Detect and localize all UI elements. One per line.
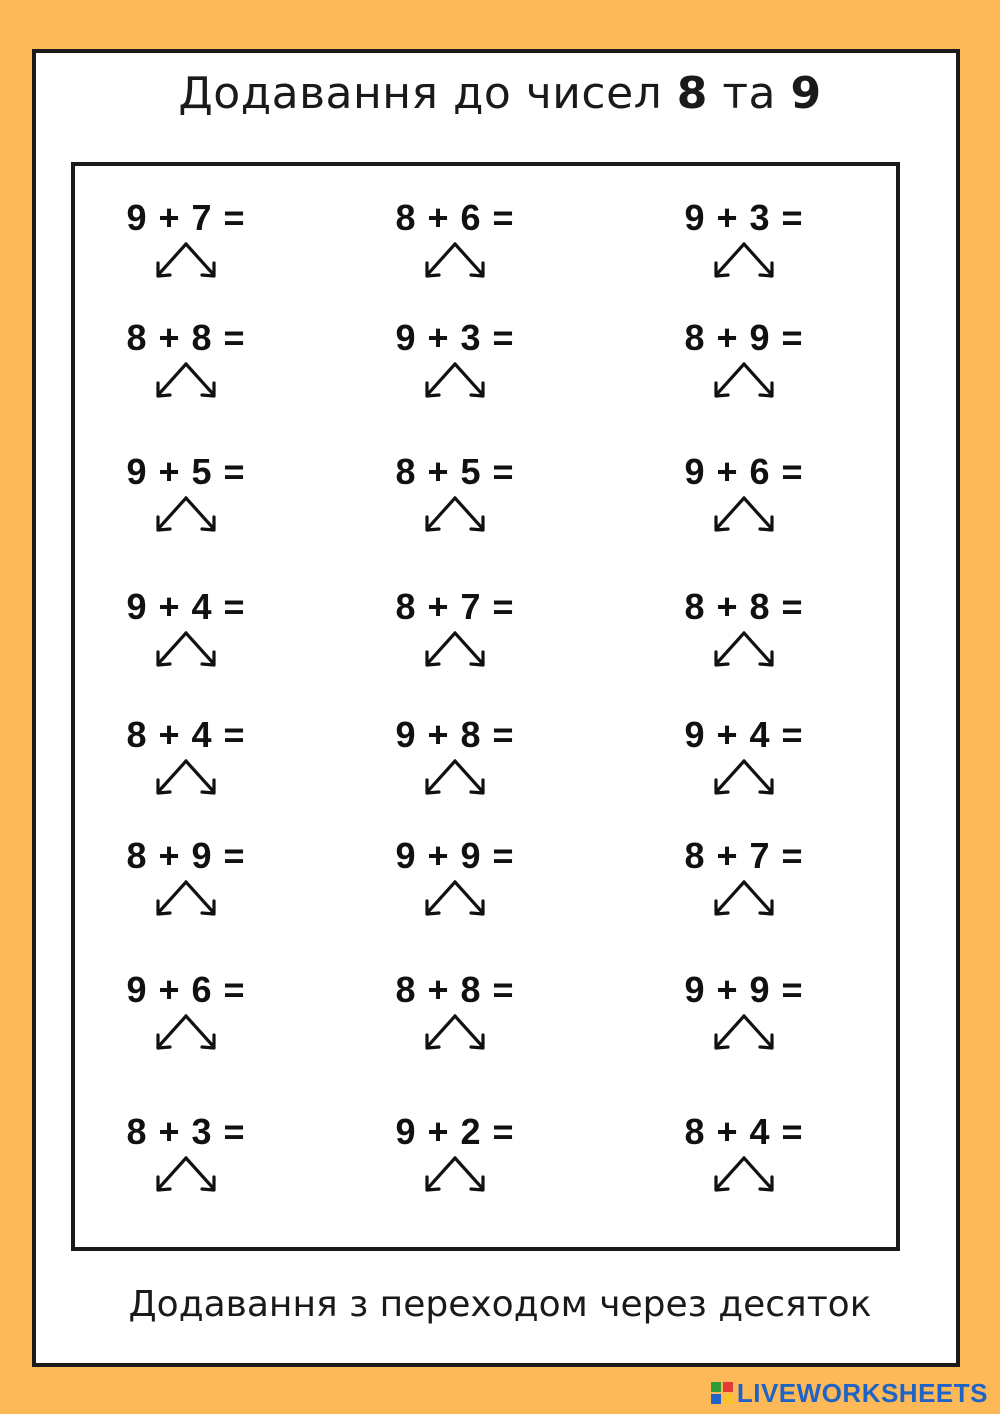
exercise-expression: 9 + 4 = — [126, 586, 246, 627]
exercise-item — [66, 836, 306, 936]
exercise-item — [335, 1112, 575, 1212]
split-arrows-icon — [711, 240, 777, 282]
split-arrows-icon — [153, 360, 219, 402]
exercise-expression: 8 + 7 = — [395, 586, 515, 627]
exercise-expression: 8 + 9 = — [126, 835, 246, 876]
exercise-expression: 8 + 5 = — [395, 451, 515, 492]
exercise-item — [335, 836, 575, 936]
split-arrows-icon — [153, 240, 219, 282]
exercise-item — [624, 587, 864, 687]
title-conjunction: та — [707, 68, 791, 119]
page-title — [0, 68, 1000, 119]
exercise-expression: 9 + 2 = — [395, 1111, 515, 1152]
page-subtitle: Додавання з переходом через десяток — [128, 1284, 872, 1325]
exercise-item — [335, 198, 575, 298]
exercise-expression: 8 + 4 = — [684, 1111, 804, 1152]
exercise-item — [624, 715, 864, 815]
brand-name: LIVEWORKSHEETS — [736, 1377, 988, 1408]
exercise-item — [66, 715, 306, 815]
exercise-expression: 8 + 3 = — [126, 1111, 246, 1152]
split-arrows-icon — [711, 494, 777, 536]
exercise-item — [624, 198, 864, 298]
exercise-item — [66, 970, 306, 1070]
exercise-item — [624, 452, 864, 552]
exercise-item — [624, 318, 864, 418]
exercise-expression: 9 + 7 = — [126, 197, 246, 238]
exercise-expression: 8 + 6 = — [395, 197, 515, 238]
split-arrows-icon — [153, 1012, 219, 1054]
exercise-expression: 8 + 7 = — [684, 835, 804, 876]
exercise-expression: 9 + 6 = — [126, 969, 246, 1010]
exercise-item — [66, 1112, 306, 1212]
exercise-item — [335, 318, 575, 418]
liveworksheets-logo-icon — [711, 1382, 733, 1404]
split-arrows-icon — [422, 1154, 488, 1196]
split-arrows-icon — [711, 360, 777, 402]
split-arrows-icon — [711, 629, 777, 671]
split-arrows-icon — [153, 629, 219, 671]
split-arrows-icon — [422, 878, 488, 920]
split-arrows-icon — [711, 878, 777, 920]
split-arrows-icon — [422, 494, 488, 536]
exercise-expression: 8 + 8 = — [126, 317, 246, 358]
exercise-item — [66, 318, 306, 418]
split-arrows-icon — [422, 240, 488, 282]
exercise-expression: 9 + 9 = — [684, 969, 804, 1010]
split-arrows-icon — [422, 757, 488, 799]
split-arrows-icon — [711, 1154, 777, 1196]
exercise-item — [335, 587, 575, 687]
footer-brand[interactable] — [711, 1378, 988, 1408]
exercise-expression: 8 + 4 = — [126, 714, 246, 755]
title-number-8: 8 — [676, 68, 708, 119]
exercise-expression: 9 + 6 = — [684, 451, 804, 492]
title-text: Додавання до чисел — [178, 68, 677, 119]
split-arrows-icon — [422, 360, 488, 402]
exercise-expression: 9 + 3 = — [395, 317, 515, 358]
exercise-item — [624, 836, 864, 936]
exercise-item — [335, 715, 575, 815]
split-arrows-icon — [422, 629, 488, 671]
split-arrows-icon — [153, 757, 219, 799]
exercise-expression: 9 + 5 = — [126, 451, 246, 492]
split-arrows-icon — [711, 1012, 777, 1054]
exercise-expression: 9 + 3 = — [684, 197, 804, 238]
exercise-item — [66, 198, 306, 298]
exercise-item — [335, 452, 575, 552]
exercise-expression: 8 + 8 = — [684, 586, 804, 627]
exercise-expression: 9 + 4 = — [684, 714, 804, 755]
exercise-expression: 8 + 9 = — [684, 317, 804, 358]
exercise-item — [66, 452, 306, 552]
split-arrows-icon — [153, 494, 219, 536]
exercise-item — [624, 970, 864, 1070]
title-number-9: 9 — [790, 68, 822, 119]
exercise-item — [335, 970, 575, 1070]
exercise-item — [624, 1112, 864, 1212]
exercise-expression: 8 + 8 = — [395, 969, 515, 1010]
split-arrows-icon — [153, 878, 219, 920]
split-arrows-icon — [711, 757, 777, 799]
split-arrows-icon — [422, 1012, 488, 1054]
exercise-expression: 9 + 9 = — [395, 835, 515, 876]
exercise-expression: 9 + 8 = — [395, 714, 515, 755]
split-arrows-icon — [153, 1154, 219, 1196]
exercise-item — [66, 587, 306, 687]
